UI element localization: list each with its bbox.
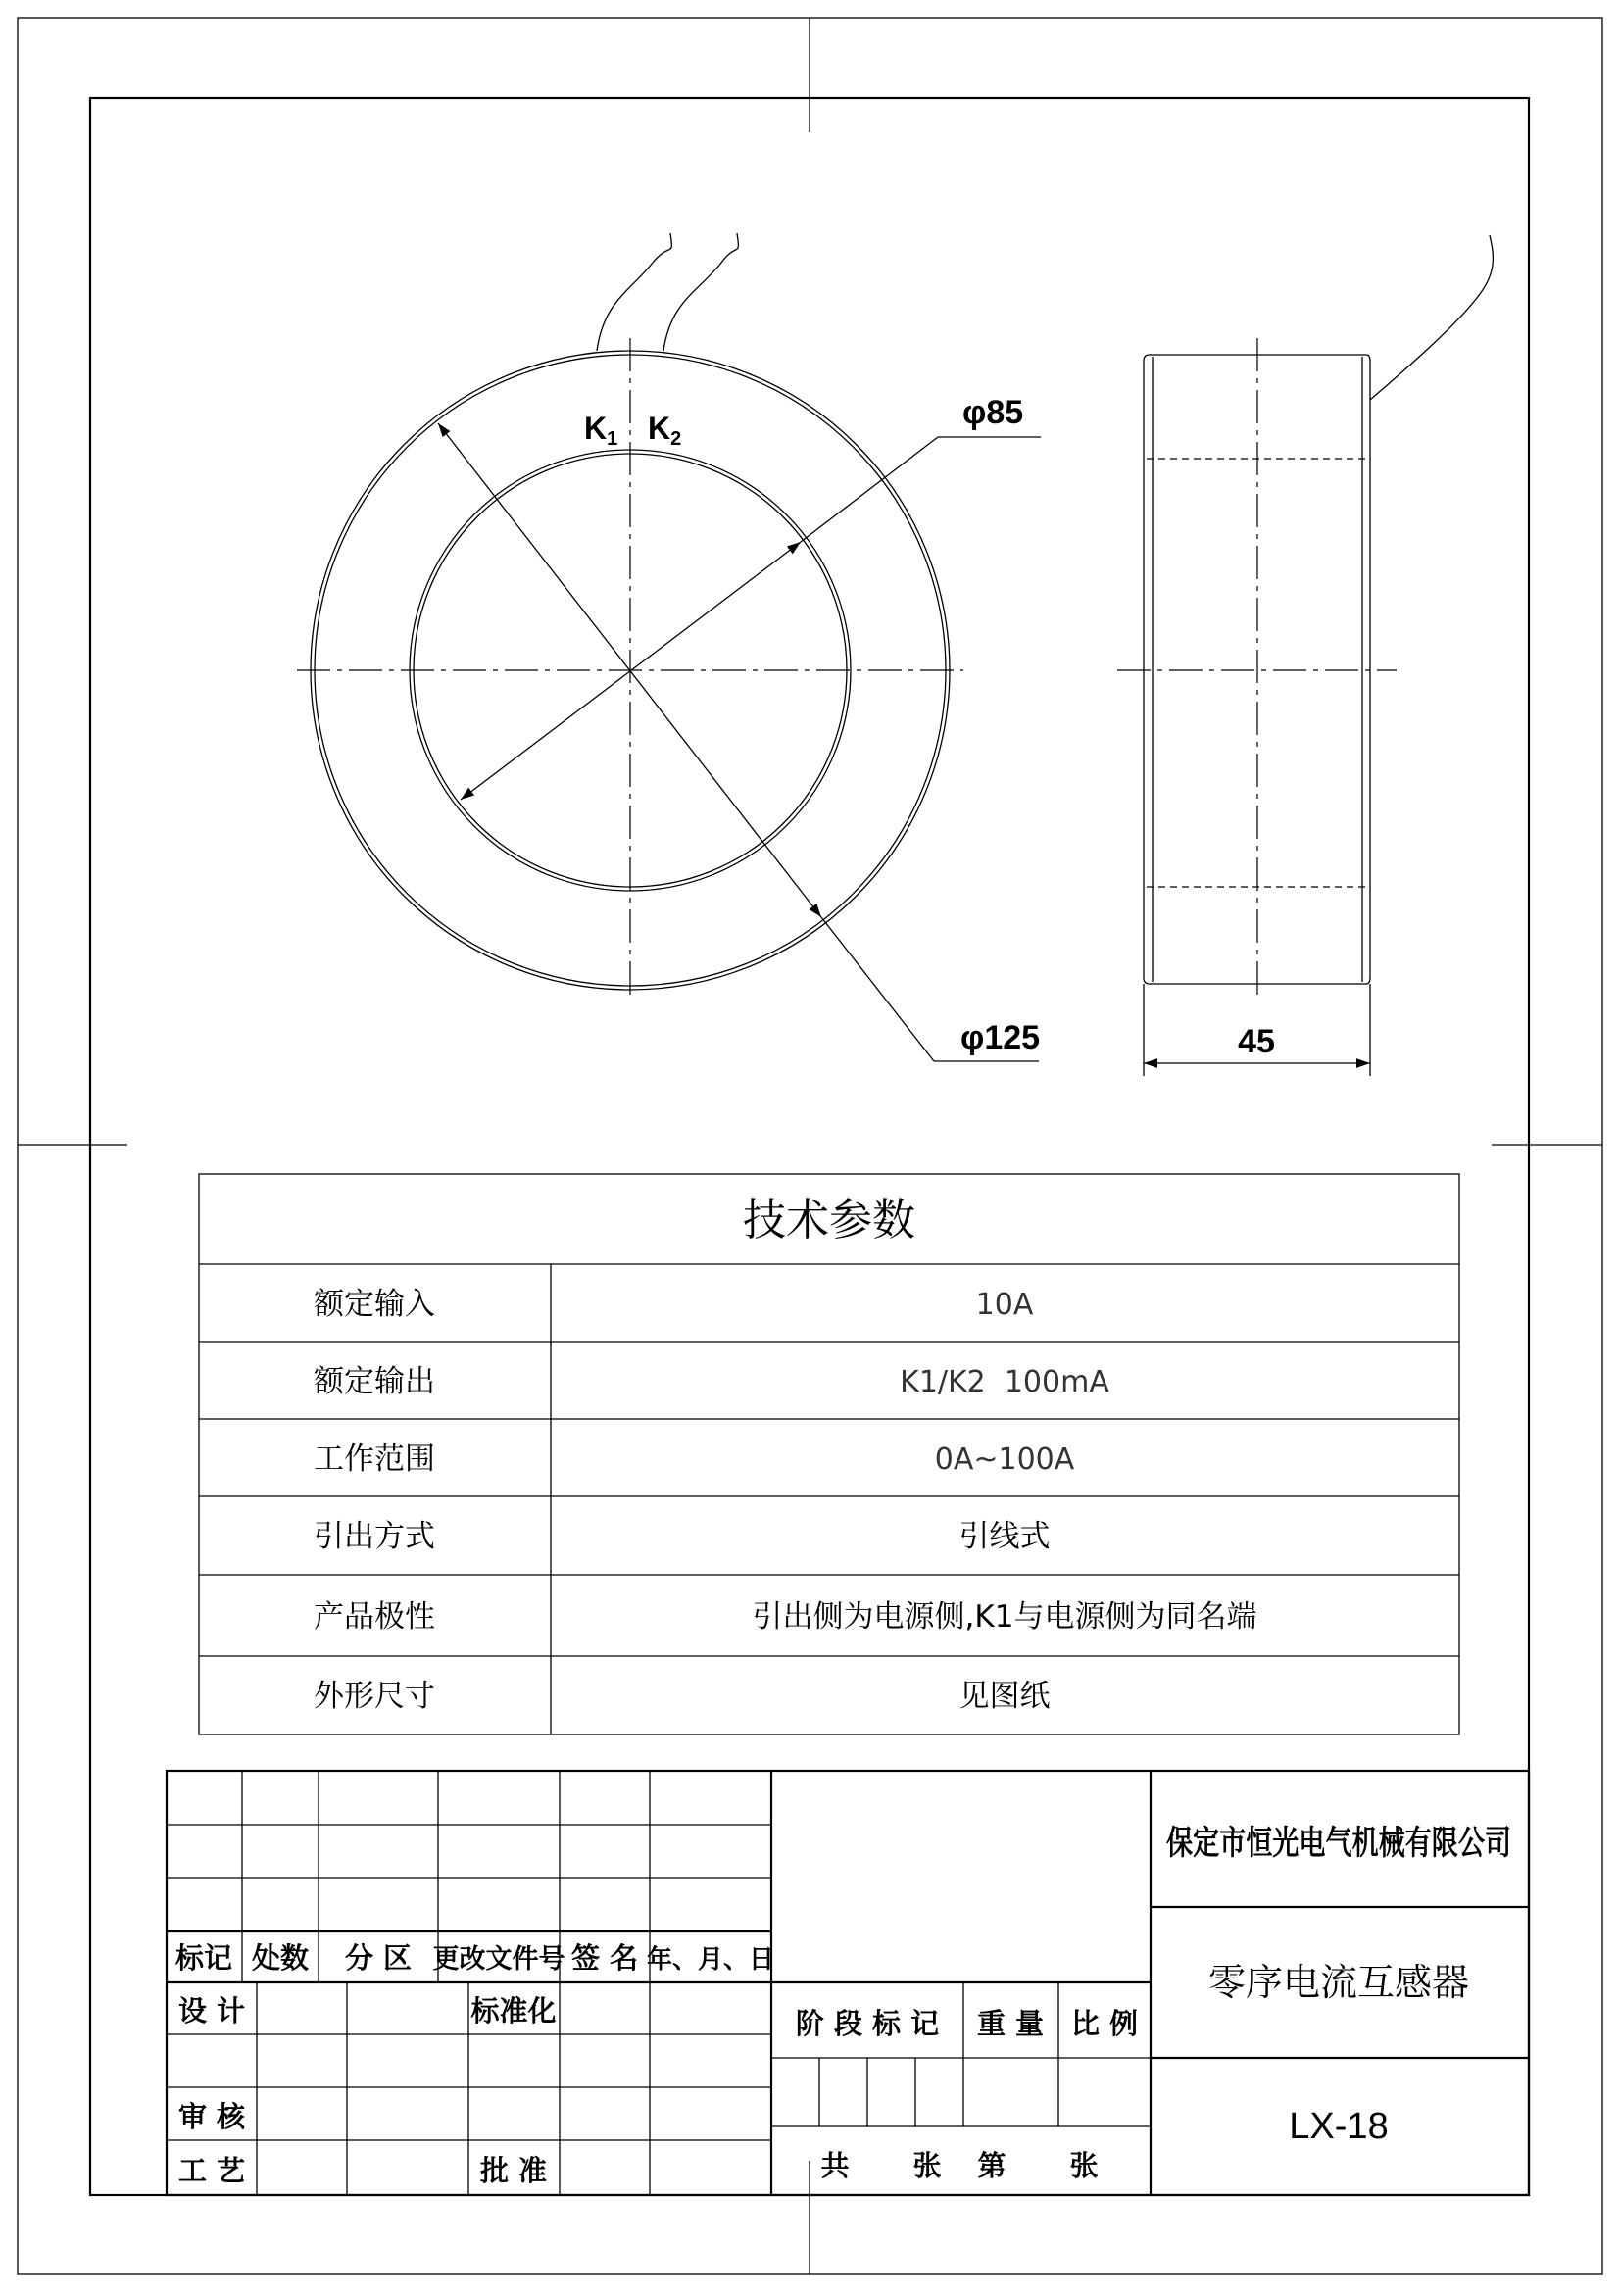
tb-company: 保定市恒光电气机械有限公司 <box>1166 1824 1511 1863</box>
tb-col-doc: 更改文件号 <box>432 1944 565 1975</box>
tb-standard: 标准化 <box>470 1994 557 2027</box>
front-view <box>297 233 1041 1061</box>
tb-weight: 重 量 <box>976 2007 1045 2040</box>
dim-outer-leader <box>821 917 934 1061</box>
params-title: 技术参数 <box>743 1196 915 1246</box>
lead-k2-label: K2 <box>648 411 682 450</box>
tb-col-count: 处数 <box>251 1941 310 1975</box>
tb-col-date: 年、月、日 <box>646 1945 775 1975</box>
param-label: 工作范围 <box>314 1441 435 1477</box>
dim-outer-label: φ125 <box>960 1019 1041 1056</box>
tb-col-mark: 标记 <box>174 1941 233 1975</box>
param-label: 额定输入 <box>314 1287 435 1322</box>
param-value: K1/K2 100mA <box>900 1365 1109 1399</box>
dim-inner-leader <box>801 437 938 542</box>
tb-stage-mark: 阶 段 标 记 <box>795 2007 940 2040</box>
param-label: 产品极性 <box>314 1599 435 1635</box>
tb-design: 设 计 <box>177 1994 246 2027</box>
tb-sheets-total: 共 <box>820 2149 850 2182</box>
outer-trim-frame <box>18 18 1602 2274</box>
param-label: 额定输出 <box>314 1364 435 1399</box>
tb-process: 工 艺 <box>177 2154 246 2187</box>
param-value: 引出侧为电源侧,K1与电源侧为同名端 <box>752 1599 1257 1635</box>
tb-sheet-word2: 张 <box>1069 2149 1099 2182</box>
param-value: 0A~100A <box>934 1442 1075 1477</box>
side-lead-wire <box>1370 235 1493 400</box>
tb-sheet-no: 第 <box>977 2149 1006 2182</box>
params-table <box>199 1174 1459 1734</box>
tb-model: LX-18 <box>1289 2106 1389 2147</box>
lead-wire-k2 <box>663 233 738 351</box>
param-label: 引出方式 <box>314 1519 435 1554</box>
drawing-border <box>90 98 1529 2195</box>
param-label: 外形尺寸 <box>314 1679 435 1714</box>
dim-inner-label: φ85 <box>962 394 1024 431</box>
tb-scale: 比 例 <box>1070 2007 1139 2040</box>
param-value: 10A <box>975 1288 1034 1322</box>
tb-col-sign: 签 名 <box>570 1941 639 1975</box>
tb-review: 审 核 <box>177 2100 246 2133</box>
param-value: 引线式 <box>958 1519 1051 1554</box>
dim-width-label: 45 <box>1238 1023 1275 1060</box>
title-block <box>167 1771 1529 2195</box>
tb-sheets-word: 张 <box>912 2149 942 2182</box>
tb-approve: 批 准 <box>479 2154 548 2187</box>
lead-wire-k1 <box>597 233 671 351</box>
side-view <box>1117 235 1493 1076</box>
tb-col-zone: 分 区 <box>344 1941 413 1975</box>
tb-product: 零序电流互感器 <box>1207 1961 1470 2004</box>
lead-k1-label: K1 <box>584 411 618 450</box>
param-value: 见图纸 <box>958 1679 1051 1714</box>
